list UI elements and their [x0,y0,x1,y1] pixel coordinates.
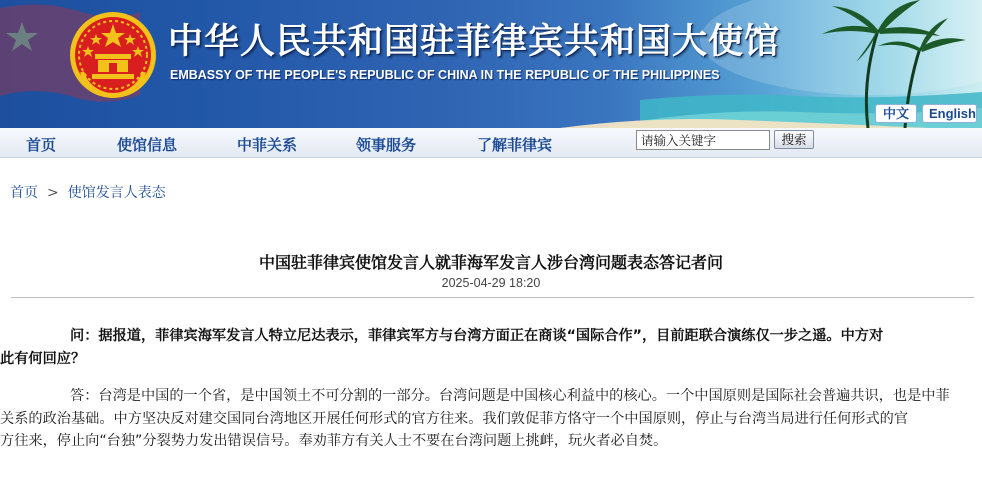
nav-item-about-philippines[interactable]: 了解菲律宾 [477,136,553,154]
answer-paragraph [0,385,980,453]
nav-item-consular[interactable]: 领事服务 [356,136,417,154]
language-chinese-button[interactable]: 中文 [875,104,917,123]
question-line: 问：据报道，菲律宾海军发言人特立尼达表示，菲律宾军方与台湾方面正在商谈“国际合作”，目前距联合演练仅一步之遥。中方对 [70,328,884,344]
site-title-chinese: 中华人民共和国驻菲律宾共和国大使馆 [168,21,781,62]
nav-item-home[interactable]: 首页 [26,136,57,154]
search-input[interactable] [636,130,770,150]
article-date: 2025-04-29 18:20 [441,276,541,290]
search-button[interactable]: 搜索 [774,130,814,149]
breadcrumb-current[interactable]: 使馆发言人表态 [67,185,166,201]
breadcrumb [10,182,166,202]
article-title: 中国驻菲律宾使馆发言人就菲海军发言人涉台湾问题表态答记者问 [258,253,723,272]
question-paragraph [0,325,980,370]
national-emblem-icon [68,10,158,100]
header-banner [0,0,982,128]
answer-line: 方往来，停止向“台独”分裂势力发出错误信号。奉劝菲方有关人士不要在台湾问题上挑衅，玩火者必自焚。 [0,433,668,449]
answer-line: 关系的政治基础。中方坚决反对建交国同台湾地区开展任何形式的官方往来。我们敦促菲方恪守一个中国原则，停止与台湾当局进行任何形式的官 [0,410,909,427]
title-divider [11,297,974,298]
question-line: 此有何回应？ [0,350,86,367]
site-title-english: EMBASSY OF THE PEOPLE'S REPUBLIC OF CHINA IN THE REPUBLIC OF THE PHILIPPINES [170,68,720,82]
answer-line: 答：台湾是中国的一个省，是中国领土不可分割的一部分。台湾问题是中国核心利益中的核心。一个中国原则是国际社会普遍共识，也是中菲 [70,388,950,404]
nav-item-embassy-info[interactable]: 使馆信息 [117,136,178,154]
main-nav [0,128,982,158]
language-english-button[interactable]: English [922,104,977,123]
nav-item-china-philippines[interactable]: 中菲关系 [237,136,298,154]
breadcrumb-separator: > [47,185,59,201]
breadcrumb-home[interactable]: 首页 [10,185,38,201]
